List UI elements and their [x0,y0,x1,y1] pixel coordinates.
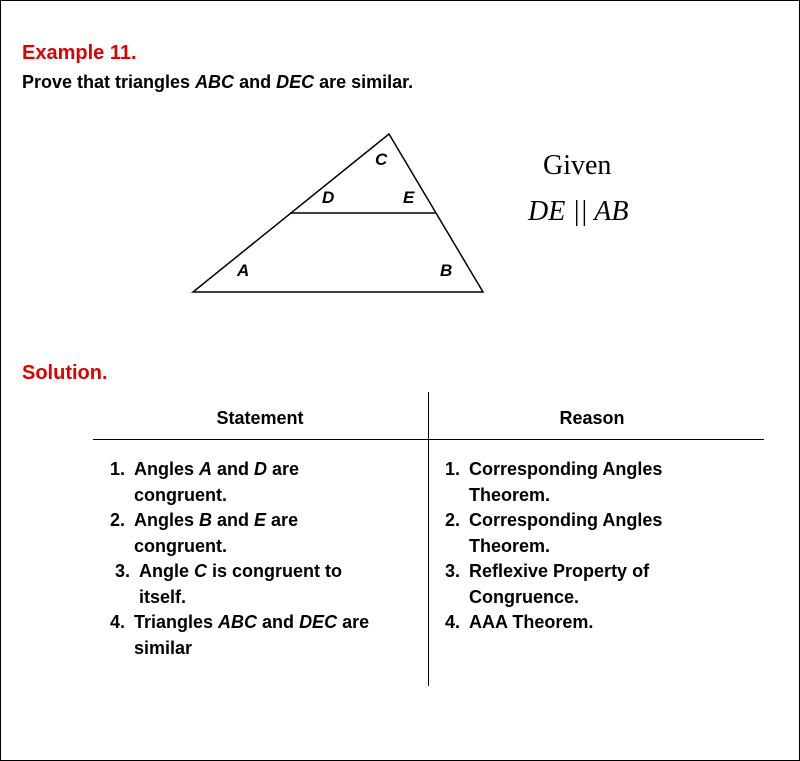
prompt-triangle-2: DEC [276,72,315,92]
given-title: Given [543,150,612,181]
triangle-figure [0,0,800,320]
vertex-label-a: A [237,261,250,280]
reason-column-header: Reason [559,408,625,428]
reason-item-2: 2. Corresponding Angles Theorem. [445,510,663,556]
prompt-post: are similar. [314,72,414,92]
vertex-label-b: B [440,261,453,280]
given-statement: DE || AB [528,196,629,227]
statement-item-2: 2. Angles B and E are congruent. [110,510,299,556]
statement-item-4: 4. Triangles ABC and DEC are similar [110,612,370,658]
prompt-pre: Prove that triangles [22,72,196,92]
reason-item-1: 1. Corresponding Angles Theorem. [445,459,663,505]
example-heading: Example 11. [22,42,137,64]
prompt-triangle-1: ABC [195,72,235,92]
vertex-label-e: E [403,188,415,207]
table-vertical-rule [428,392,429,686]
reason-list [445,457,715,636]
vertex-label-d: D [322,188,335,207]
vertex-label-c: C [375,150,388,169]
statement-list [110,457,390,661]
statement-item-1: 1. Angles A and D are congruent. [110,459,300,505]
solution-heading: Solution. [22,362,108,384]
statement-item-3: 3. Angle C is congruent to itself. [115,561,343,607]
reason-item-3: 3. Reflexive Property of Congruence. [445,561,650,607]
prompt-mid: and [234,72,277,92]
statement-column-header: Statement [216,408,304,428]
reason-item-4: 4. AAA Theorem. [445,612,594,632]
